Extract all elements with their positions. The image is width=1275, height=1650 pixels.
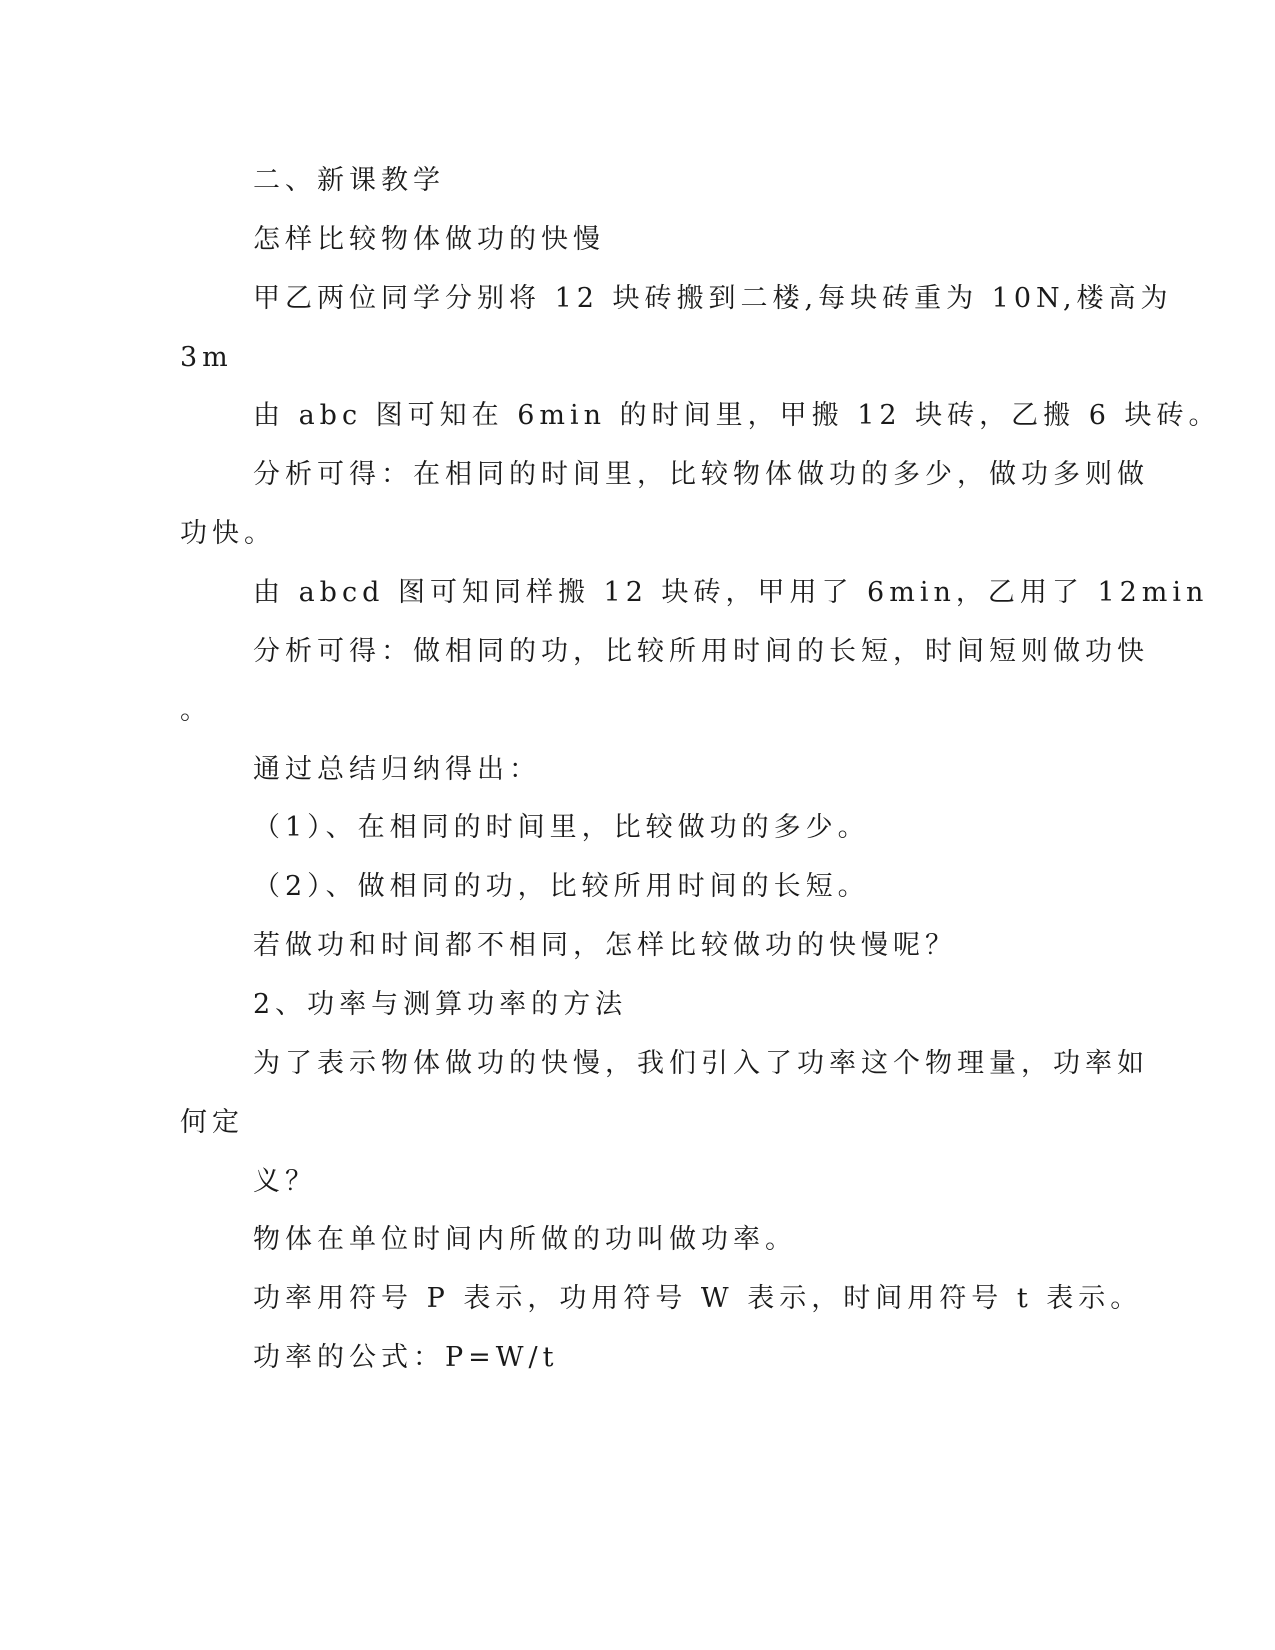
paragraph-line: 通过总结归纳得出： — [253, 754, 541, 785]
paragraph-line: 由 abcd 图可知同样搬 12 块砖，甲用了 6min，乙用了 12min — [253, 577, 1209, 608]
paragraph-line: 甲乙两位同学分别将 12 块砖搬到二楼,每块砖重为 10N,楼高为 — [253, 283, 1173, 314]
paragraph-line: 物体在单位时间内所做的功叫做功率。 — [253, 1224, 797, 1255]
list-item: （2）、做相同的功，比较所用时间的长短。 — [253, 871, 870, 902]
paragraph-line: 为了表示物体做功的快慢，我们引入了功率这个物理量，功率如 — [253, 1048, 1149, 1079]
paragraph-line: 义？ — [253, 1166, 317, 1197]
paragraph-line: 。 — [180, 695, 212, 726]
paragraph-line: 分析可得：做相同的功，比较所用时间的长短，时间短则做功快 — [253, 636, 1149, 667]
section-heading: 二、新课教学 — [253, 165, 445, 196]
paragraph-line: 功率用符号 P 表示，功用符号 W 表示，时间用符号 t 表示。 — [253, 1283, 1143, 1314]
paragraph-line: 3m — [180, 342, 233, 373]
subheading: 2、功率与测算功率的方法 — [253, 989, 628, 1020]
paragraph-line: 若做功和时间都不相同，怎样比较做功的快慢呢？ — [253, 930, 957, 961]
paragraph-line: 由 abc 图可知在 6min 的时间里，甲搬 12 块砖，乙搬 6 块砖。 — [253, 400, 1221, 431]
formula-line: 功率的公式：P=W/t — [253, 1342, 559, 1373]
subheading: 怎样比较物体做功的快慢 — [253, 224, 605, 255]
paragraph-line: 分析可得：在相同的时间里，比较物体做功的多少，做功多则做 — [253, 459, 1149, 490]
paragraph-line: 功快。 — [180, 518, 276, 549]
list-item: （1）、在相同的时间里，比较做功的多少。 — [253, 812, 870, 843]
paragraph-line: 何定 — [180, 1107, 244, 1138]
